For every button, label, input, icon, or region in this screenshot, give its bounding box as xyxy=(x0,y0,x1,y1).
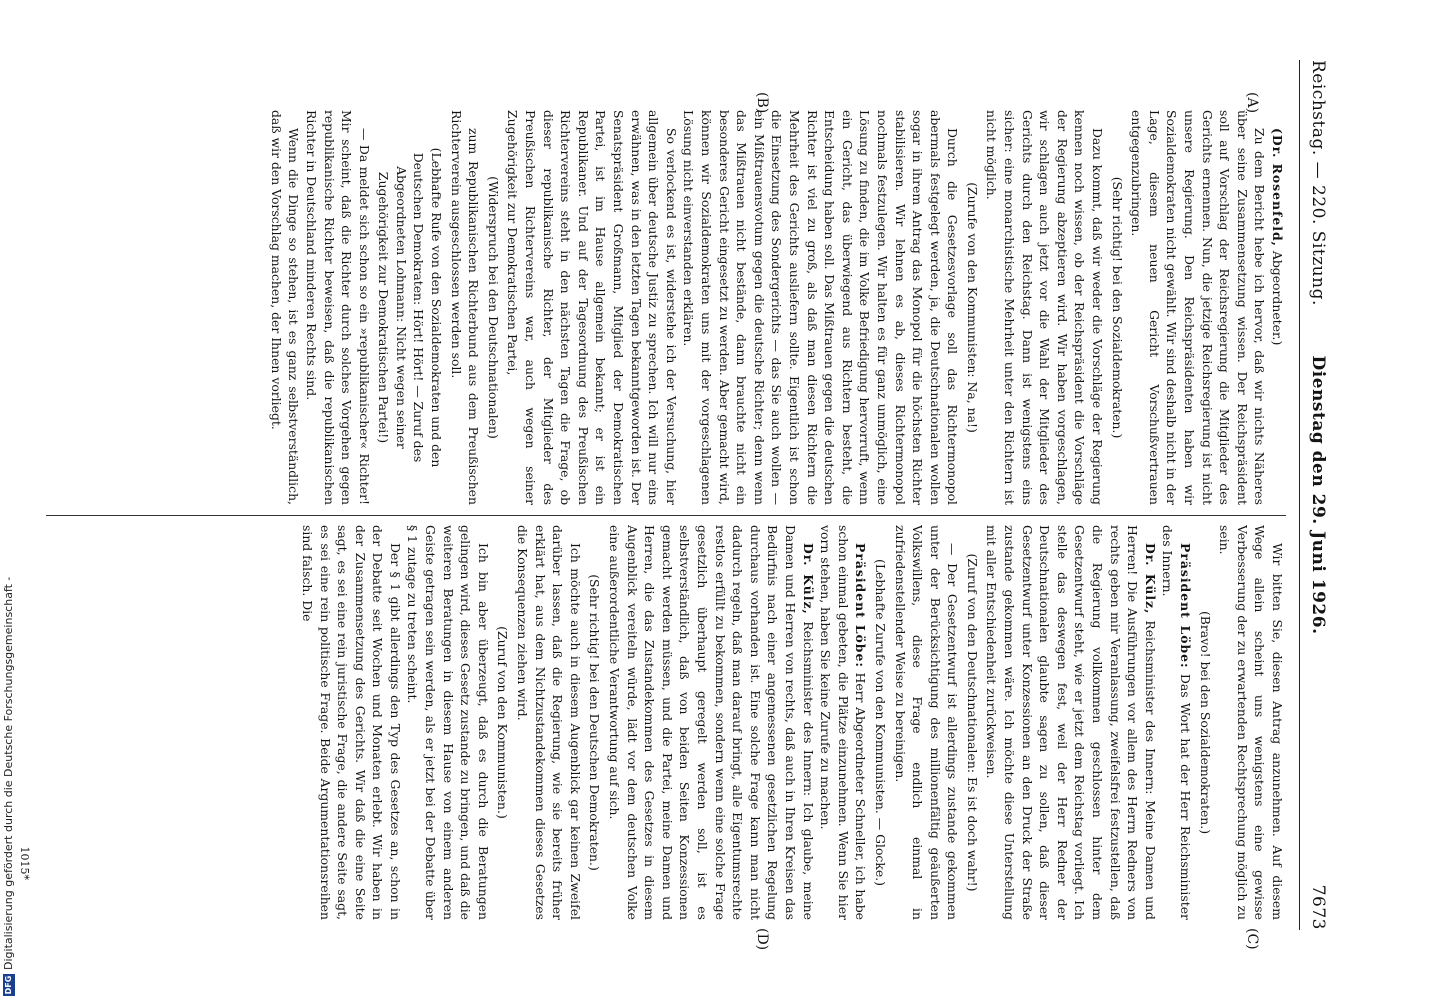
interjection: (Lebhafte Rufe von den Sozialdemokraten und den Deutschen Demokraten: Hört! Hört! — Zuruf des Abgeordneten Lohmann: Nicht wegen seiner Zugehörigkeit zur Demokratischen Partei!) xyxy=(376,147,445,468)
interjection: (Zuruf von den Kommunisten.) xyxy=(495,626,511,819)
digitization-credit xyxy=(2,577,15,996)
speech-text: Reichsminister des Innern: Meine Damen und Herren! Die Ausführungen vor allem des Herrn Redners von rechts geben mir Veranlassung, zweifelsfrei festzustellen, daß die Regierung vollkommen geschlossen hinter dem Gesetzentwurf steht, wie er jetzt dem Reichstag vorliegt. Ich stelle das deswegen fest, weil der Herr Redner der Deutschnationalen glaubte sagen zu sollen, daß dieser Gesetzentwurf unter Konzessionen an den Druck der Straße zustande gekommen wäre. Ich möchte diese Unterstellung mit aller Entschiedenheit zurückweisen. xyxy=(984,525,1158,920)
interjection: (Sehr richtig! bei den Sozialdemokraten.) xyxy=(1109,176,1125,439)
speaker-name: Dr. Külz, xyxy=(800,543,816,615)
page-number: 7673 xyxy=(1308,884,1328,930)
margin-mark-a: (A) xyxy=(1244,92,1260,114)
body-paragraph: Wir bitten Sie, diesen Antrag anzunehmen. Auf diesem Wege allein scheint uns wenigstens eine gewisse Verbesserung der zu erwartenden Rechtsprechung möglich zu sein. xyxy=(1217,525,1285,920)
speaker-name: (Dr. Rosenfeld, xyxy=(1270,128,1285,247)
body-paragraph: Wenn die Dinge so stehen, ist es ganz selbstverständlich, daß wir den Vorschlag machen, der Ihnen vorliegt. xyxy=(268,110,302,505)
column-divider xyxy=(46,515,1286,516)
margin-mark-b: (B) xyxy=(754,92,770,114)
speaker-name: Präsident Löbe: xyxy=(853,543,869,668)
body-paragraph: Der § 1 gibt allerdings den Typ des Gesetzes an, schon in der Debatte seit Wochen und Monaten erlebt. Wir haben in der Zusammensetzung des Gerichts. Wir daß die eine Seite sagt, es sei eine rein juristische Frage, die andere Seite sagt, es sei eine rein politische Frage. Beide Argumentationsreihen sind falsch. Die xyxy=(299,525,403,920)
speech-text: Herr Abgeordneter Schneller, ich habe schon einmal gebeten, die Plätze einzunehmen. Wenn Sie hier vorn stehen, haben Sie keine Zurufe zu machen. xyxy=(818,525,869,920)
body-paragraph: Durch die Gesetzesvorlage soll das Richtermonopol abermals festgelegt werden, ja, die Deutschnationalen wollen sogar in ihrem Antrag das Monopol für die höchsten Richter stabilisieren. Wir lehnen es ab, dieses Richtermonopol nochmals festzulegen. Wir halten es für ganz unmöglich, eine Lösung zu finden, die im Volke Befriedigung hervorruft, wenn ein Gericht, das überwiegend aus Richtern besteht, die Entscheidung haben soll. Das Mißtrauen gegen die deutschen Richter ist viel zu groß, als daß man diesen Richtern die Mehrheit des Gerichts ausliefern sollte. Eigentlich ist schon die Einsetzung des Sondergerichts — das Sie auch wollen — ein Mißtrauensvotum gegen die deutsche Richter; denn wenn das Mißtrauen nicht bestände, dann brauchte nicht ein besonderes Gericht eingesetzt zu werden. Aber gemacht wird, können wir Sozialdemokraten uns mit der vorgeschlagenen Lösung nicht einverstanden erklären. xyxy=(681,110,961,505)
interjection: (Bravo! bei den Sozialdemokraten.) xyxy=(1197,610,1213,835)
header-session: Reichstag. — 220. Sitzung. xyxy=(1308,60,1328,306)
interjection: (Lebhafte Zurufe von den Kommunisten. — Glocke.) xyxy=(872,559,888,886)
dfg-logo-icon: DFG xyxy=(3,975,13,995)
body-paragraph: Ich bin aber überzeugt, daß es durch die Beratungen gelingen wird, dieses Gesetz zustande zu bringen, und daß die weiteren Beratungen in diesem Hause von einem anderen Geiste getragen sein werden, als er jetzt bei der Debatte über § 1 zutage zu treten scheint. xyxy=(405,525,491,920)
body-paragraph: Ich möchte auch in diesem Augenblick gar keinen Zweifel darüber lassen, daß die Regierung, wie sie bereits früher erklärt hat, aus dem Nichtzustandekommen dieses Gesetzes die Konsequenzen ziehen wird. xyxy=(515,525,583,920)
body-paragraph: — Der Gesetzentwurf ist allerdings zustande gekommen unter der Berücksichtigung des millionenfältig geäußerten Volkswillens, diese Frage endlich einmal in zufriedenstellender Weise zu bereinigen. xyxy=(892,525,961,920)
page-header xyxy=(1299,60,1330,930)
right-column xyxy=(30,525,1286,920)
interjection: (Zurufe von den Kommunisten: Na, na!) xyxy=(964,182,980,433)
footer-signature-mark: 1015* xyxy=(18,846,31,880)
speech-paragraph xyxy=(1159,525,1194,920)
interjection: (Widerspruch bei den Deutschnationalen) xyxy=(485,176,501,439)
speech-paragraph xyxy=(1268,110,1286,505)
interjection: (Zuruf von den Deutschnationalen: Es ist doch wahr!) xyxy=(964,553,980,892)
body-paragraph: — Da meldet sich schon so ein »republikanischer« Richter! Mir scheint, daß die Richter durch solches Vorgehen gegen republikanische Richter beweisen, daß die republikanischen Richter in Deutschland minderen Rechts sind. xyxy=(303,110,372,505)
body-paragraph: Zu dem Bericht hebe ich hervor, daß wir nichts Näheres über seine Zusammensetzung wissen. Der Reichspräsident soll auf Vorschlag der Reichsregierung die Mitglieder des Gerichts ernennen. Nun, die jetzige Reichsregierung ist nicht unsere Regierung. Den Reichspräsidenten haben wir Sozialdemokraten nicht gewählt. Wir sind deshalb nicht in der Lage, diesem neuen Gericht Vorschußvertrauen entgegenzubringen. xyxy=(1129,110,1268,505)
speech-text: Reichsminister des Innern: Ich glaube, meine Damen und Herren von rechts, daß auch in Ihren Kreisen das Bedürfnis nach einer angemessenen gesetzlichen Regelung durchaus vorhanden ist. Eine solche Frage kann man nicht dadurch regeln, daß man darauf bringt, alle Eigentumsrechte restlos erfüllt zu bekommen, sondern wenn eine solche Frage gesetzlich überhaupt geregelt werden soll, ist es selbstverständlich, daß von beiden Seiten Konzessionen gemacht werden müssen, und die Partei, meine Damen und Herren, die das Zustandekommen des Gesetzes in diesem Augenblick vereiteln würde, lädt vor dem deutschen Volke eine außerordentliche Verantwortung auf sich. xyxy=(607,525,816,920)
speech-paragraph xyxy=(605,525,816,920)
left-column xyxy=(30,110,1286,505)
body-paragraph: So verlockend es ist, widerstehe ich der Versuchung, hier allgemein über deutsche Justiz zu sprechen. Ich will nur eins erwähnen, was in den letzten Tagen bekanntgeworden ist. Der Senatspräsident Großmann, Mitglied der Demokratischen Partei, ist im Hause allgemein bekannt; er ist ein Republikaner. Und auf der Tagesordnung des Preußischen Richtervereins steht in den nächsten Tagen die Frage, ob dieser republikanische Richter, der Mitglieder des Preußischen Richtervereins war, auch wegen seiner Zugehörigkeit zur Demokratischen Partei, xyxy=(505,110,679,505)
speech-text: Das Wort hat der Herr Reichsminister des Innern. xyxy=(1160,525,1194,920)
speaker-name: Dr. Külz, xyxy=(1142,543,1158,615)
credit-text: Digitalisierung gefördert durch die Deutsche Forschungsgemeinschaft - xyxy=(2,576,15,970)
speech-paragraph xyxy=(817,525,870,920)
margin-mark-c: (C) xyxy=(1244,928,1260,950)
interjection: (Sehr richtig! bei den Deutschen Demokraten.) xyxy=(587,574,603,871)
body-paragraph: zum Republikanischen Richterbund aus dem Preußischen Richterverein ausgeschlossen werden soll. xyxy=(448,110,482,505)
body-paragraph: Dazu kommt, daß wir weder die Vorschläge der Regierung kennen noch wissen, ob der Reichspräsident die Vorschläge der Regierung abzeptieren wird. Wir haben vorgeschlagen, wir schlagen auch jetzt vor die Wahl der Mitglieder des Gerichts durch den Reichstag. Dann ist wenigstens eins sicher: eine monarchistische Mehrheit unter den Richtern ist nicht möglich. xyxy=(984,110,1106,505)
header-date: Dienstag den 29. Juni 1926. xyxy=(1308,355,1328,635)
margin-mark-d: (D) xyxy=(754,928,770,951)
speech-paragraph xyxy=(983,525,1159,920)
speaker-name: Präsident Löbe: xyxy=(1178,543,1194,669)
speech-text: Abgeordneter.) xyxy=(1270,250,1285,346)
